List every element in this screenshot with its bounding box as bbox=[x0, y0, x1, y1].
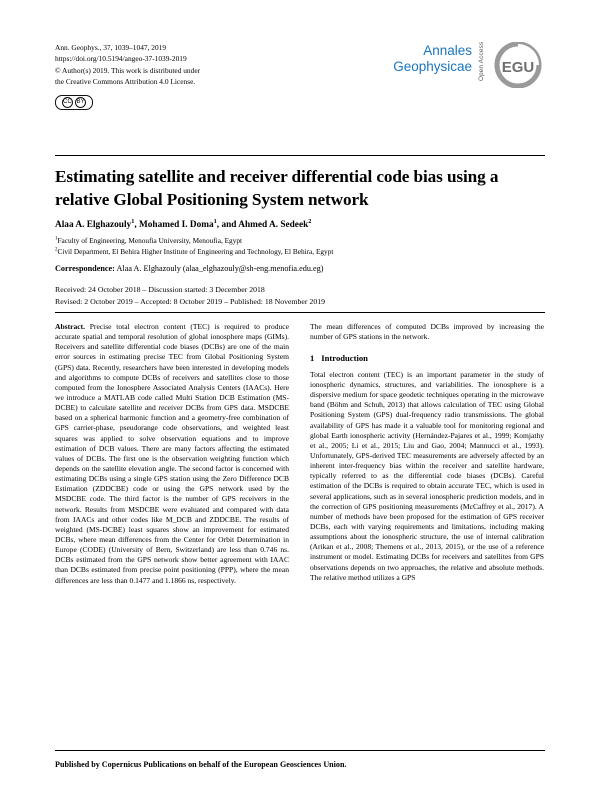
open-access-label: Open Access bbox=[478, 42, 485, 82]
publication-dates bbox=[55, 284, 545, 308]
affiliation-2: $^2$Civil Department, El Behira Higher Institute of Engineering and Technology, El Behira, Egypt bbox=[55, 246, 334, 256]
copyright-line: © Author(s) 2019. This work is distributed under bbox=[55, 65, 201, 75]
cc-icon: CC bbox=[62, 97, 73, 108]
page-title: Estimating satellite and receiver differential code bias using a relative Global Positioning System network bbox=[55, 167, 499, 210]
journal-name-line1: Annales bbox=[423, 43, 472, 58]
journal-logo bbox=[393, 42, 545, 88]
journal-citation-block bbox=[55, 42, 200, 110]
abstract-continuation: The mean differences of computed DCBs improved by increasing the number of GPS stations in the network. bbox=[310, 322, 544, 342]
abstract-divider bbox=[55, 312, 545, 313]
column-right bbox=[310, 322, 544, 586]
section-title: Introduction bbox=[321, 353, 368, 364]
section-number: 1 bbox=[310, 353, 315, 364]
affiliation-1: $^1$Faculty of Engineering, Menoufia University, Menoufia, Egypt bbox=[55, 236, 243, 245]
journal-name-line2: Geophysicae bbox=[393, 59, 472, 75]
egu-logo-icon bbox=[491, 42, 545, 88]
page-footer: Published by Copernicus Publications on behalf of the European Geosciences Union. bbox=[55, 760, 347, 769]
body-columns bbox=[55, 322, 545, 586]
svg-text:EGU: EGU bbox=[501, 59, 535, 76]
creative-commons-badge bbox=[55, 95, 93, 110]
section-heading-introduction bbox=[310, 353, 544, 365]
revised-line: Revised: 2 October 2019 – Accepted: 8 October 2019 – Published: 18 November 2019 bbox=[55, 297, 326, 307]
column-left bbox=[55, 322, 289, 586]
citation-line: Ann. Geophys., 37, 1039–1047, 2019 bbox=[55, 43, 167, 52]
license-line: the Creative Commons Attribution 4.0 License. bbox=[55, 77, 196, 87]
affiliations bbox=[55, 236, 545, 258]
cc-by-icon: BY bbox=[75, 97, 86, 108]
footer-divider bbox=[55, 750, 545, 751]
abstract-text: Precise total electron content (TEC) is required to produce accurate spatial and temporal resolution of global ionosphere maps (GIMs). Receivers and satellite differential code biases (DCBs) are one of the main error sources in estimating precise TEC from Global Positioning System (GPS) data. Recently, researchers have been interested in developing models and algorithms to compute DCBs of receivers and satellites close to those computed from the Ionosphere Associated Analysis Centers (IAACs). Here we introduce a MATLAB code called Multi Station DCB Estimation (MS-DCBE) to calculate satellite and receiver DCBs from GPS data. MSDCBE based on a spherical harmonic function and a geometry-free combination of GPS carrier-phase, pseudorange code observations, and weighted least squares was applied to solve observation equations and to improve estimation of DCB values. There are many factors affecting the estimated values of DCBs. The first one is the observation weighting function which depends on the satellite elevation angle. The second factor is concerned with estimating DCBs using a single GPS station using the Zero Difference DCB Estimation (ZDDCBE) code or using the GPS network used by the MSDCBE code. The third factor is the number of GPS receivers in the network. Results from MSDCBE were evaluated and compared with data from IAACs and other codes like M_DCB and ZDDCBE. The results of weighted (MS-DCBE) least squares show an improvement for estimated DCBs, where mean differences from the Center for Orbit Determination in Europe (CODE) (University of Bern, Switzerland) are less than 0.746 ns. DCBs estimated from the GPS network show better agreement with IAAC than DCBs estimated from precise point positioning (PPP), where the mean differences are less than 0.1477 and 1.1866 ns, respectively. bbox=[55, 322, 290, 585]
correspondence bbox=[55, 264, 545, 273]
introduction-paragraph-1: Total electron content (TEC) is an important parameter in the study of ionospheric dynamics, structures, and variabilities. The ionosphere is a dispersive medium for space geodetic techniques operating in the microwave band (Böhm and Schuh, 2013) that allows calculation of TEC using Global Positioning System (GPS) dual-frequency radio transmissions. The global availability of GPS has made it a valuable tool for monitoring regional and global Earth ionospheric activity (Hernández-Pajares et al., 1999; Komjathy et al., 2005; Li et al., 2015; Liu and Gao, 2004; Mannucci et al., 1993). Unfortunately, GPS-derived TEC measurements are adversely affected by an inherent inter-frequency bias within the receiver and satellite hardware, typically referred to as the differential code biases (DCBs). Careful estimation of the DCBs is required to obtain accurate TEC, which is used in several applications, such as in several ionospheric prediction models, and in the correction of GPS positioning measurements (McCaffrey et al., 2017). A number of methods have been proposed for the estimation of GPS receiver DCBs, each with varying requirements and limitations, including making assumptions about the ionospheric structure, the use of internal calibration (Arikan et al., 2008; Themens et al., 2013, 2015), or the use of a reference instrument or model. Estimating DCBs for receivers and satellites from GPS observations depends on two approaches, the relative and absolute methods. The relative method utilizes a GPS bbox=[310, 369, 544, 582]
received-line: Received: 24 October 2018 – Discussion started: 3 December 2018 bbox=[55, 285, 265, 294]
page-header bbox=[55, 42, 545, 110]
correspondence-value[interactable]: Alaa A. Elghazouly (alaa_elghazouly@sh-eng.menofia.edu.eg) bbox=[116, 264, 324, 273]
header-divider bbox=[55, 155, 545, 156]
abstract-paragraph bbox=[55, 322, 289, 586]
journal-name bbox=[393, 42, 472, 76]
doi-line[interactable]: https://doi.org/10.5194/angeo-37-1039-2019 bbox=[55, 54, 187, 64]
author-list: Alaa A. Elghazouly$^1$, Mohamed I. Doma$^1$, and Ahmed A. Sedeek$^2$ bbox=[55, 217, 312, 230]
abstract-label: Abstract. bbox=[55, 322, 85, 331]
correspondence-label: Correspondence: bbox=[55, 264, 115, 273]
